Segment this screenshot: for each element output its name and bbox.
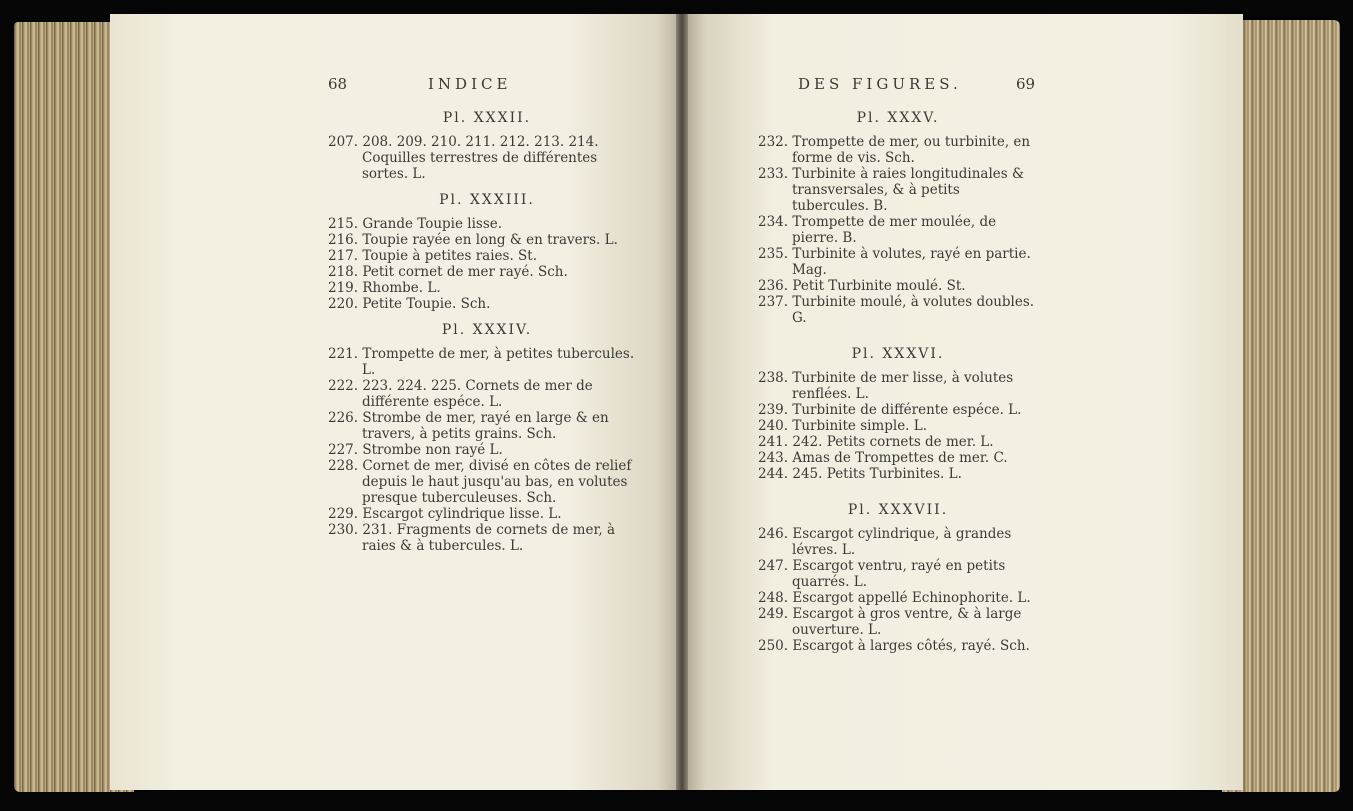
index-entry: 229. Escargot cylindrique lisse. L. bbox=[328, 506, 562, 522]
index-entry: 237. Turbinite moulé, à volutes doubles. G. bbox=[758, 294, 1035, 326]
section-heading: Pl. XXXVII. bbox=[847, 502, 949, 518]
index-entry: 217. Toupie à petites raies. St. bbox=[328, 248, 538, 264]
index-entry: 227. Strombe non rayé L. bbox=[328, 442, 503, 458]
index-entry: 219. Rhombe. L. bbox=[328, 280, 441, 296]
index-entry: 230. 231. Fragments de cornets de mer, à raies & à tubercules. L. bbox=[328, 522, 616, 554]
index-entry: 236. Petit Turbinite moulé. St. bbox=[758, 278, 966, 294]
section-heading: Pl. XXXIV. bbox=[441, 322, 533, 338]
index-entry: 215. Grande Toupie lisse. bbox=[328, 216, 503, 232]
right-page-number: 69 bbox=[1016, 75, 1036, 93]
index-entry: 220. Petite Toupie. Sch. bbox=[328, 296, 491, 312]
index-entry: 246. Escargot cylindrique, à grandes lévres. L. bbox=[758, 526, 1012, 558]
section-heading: Pl. XXXIII. bbox=[439, 192, 535, 208]
index-entry: 241. 242. Petits cornets de mer. L. bbox=[758, 434, 994, 450]
left-page-number: 68 bbox=[328, 75, 348, 93]
index-entry: 216. Toupie rayée en long & en travers. L. bbox=[328, 232, 618, 248]
index-entry: 239. Turbinite de différente espéce. L. bbox=[758, 402, 1022, 418]
index-entry: 228. Cornet de mer, divisé en côtes de relief depuis le haut jusqu'au bas, en volutes presque tuberculeuses. Sch. bbox=[328, 458, 632, 506]
section-heading: Pl. XXXII. bbox=[442, 110, 532, 126]
right-page-text bbox=[758, 76, 1038, 654]
left-running-head bbox=[328, 76, 646, 100]
right-running-title: DES FIGURES. bbox=[798, 75, 962, 93]
index-entry: 238. Turbinite de mer lisse, à volutes renflées. L. bbox=[758, 370, 1014, 402]
index-entry: 247. Escargot ventru, rayé en petits quarrés. L. bbox=[758, 558, 1006, 590]
index-entry: 233. Turbinite à raies longitudinales & transversales, & à petits tubercules. B. bbox=[758, 166, 1025, 214]
index-entry: 207. 208. 209. 210. 211. 212. 213. 214. Coquilles terrestres de différentes sortes. L. bbox=[328, 134, 599, 182]
index-entry: 249. Escargot à gros ventre, & à large ouverture. L. bbox=[758, 606, 1022, 638]
section-heading: Pl. XXXV. bbox=[856, 110, 940, 126]
index-entry: 221. Trompette de mer, à petites tubercules. L. bbox=[328, 346, 635, 378]
index-entry: 235. Turbinite à volutes, rayé en partie. Mag. bbox=[758, 246, 1031, 278]
index-entry: 248. Escargot appellé Echinophorite. L. bbox=[758, 590, 1031, 606]
right-running-head bbox=[758, 76, 1038, 100]
index-entry: 218. Petit cornet de mer rayé. Sch. bbox=[328, 264, 568, 280]
section-heading: Pl. XXXVI. bbox=[851, 346, 945, 362]
index-entry: 234. Trompette de mer moulée, de pierre. B. bbox=[758, 214, 997, 246]
index-entry: 244. 245. Petits Turbinites. L. bbox=[758, 466, 962, 482]
index-entry: 250. Escargot à larges côtés, rayé. Sch. bbox=[758, 638, 1030, 654]
left-running-title: INDICE bbox=[428, 75, 512, 93]
index-entry: 232. Trompette de mer, ou turbinite, en forme de vis. Sch. bbox=[758, 134, 1031, 166]
left-page-text bbox=[328, 76, 646, 554]
index-entry: 226. Strombe de mer, rayé en large & en travers, à petits grains. Sch. bbox=[328, 410, 609, 442]
book-gutter bbox=[676, 14, 688, 790]
index-entry: 240. Turbinite simple. L. bbox=[758, 418, 928, 434]
index-entry: 222. 223. 224. 225. Cornets de mer de différente espéce. L. bbox=[328, 378, 593, 410]
index-entry: 243. Amas de Trompettes de mer. C. bbox=[758, 450, 1008, 466]
